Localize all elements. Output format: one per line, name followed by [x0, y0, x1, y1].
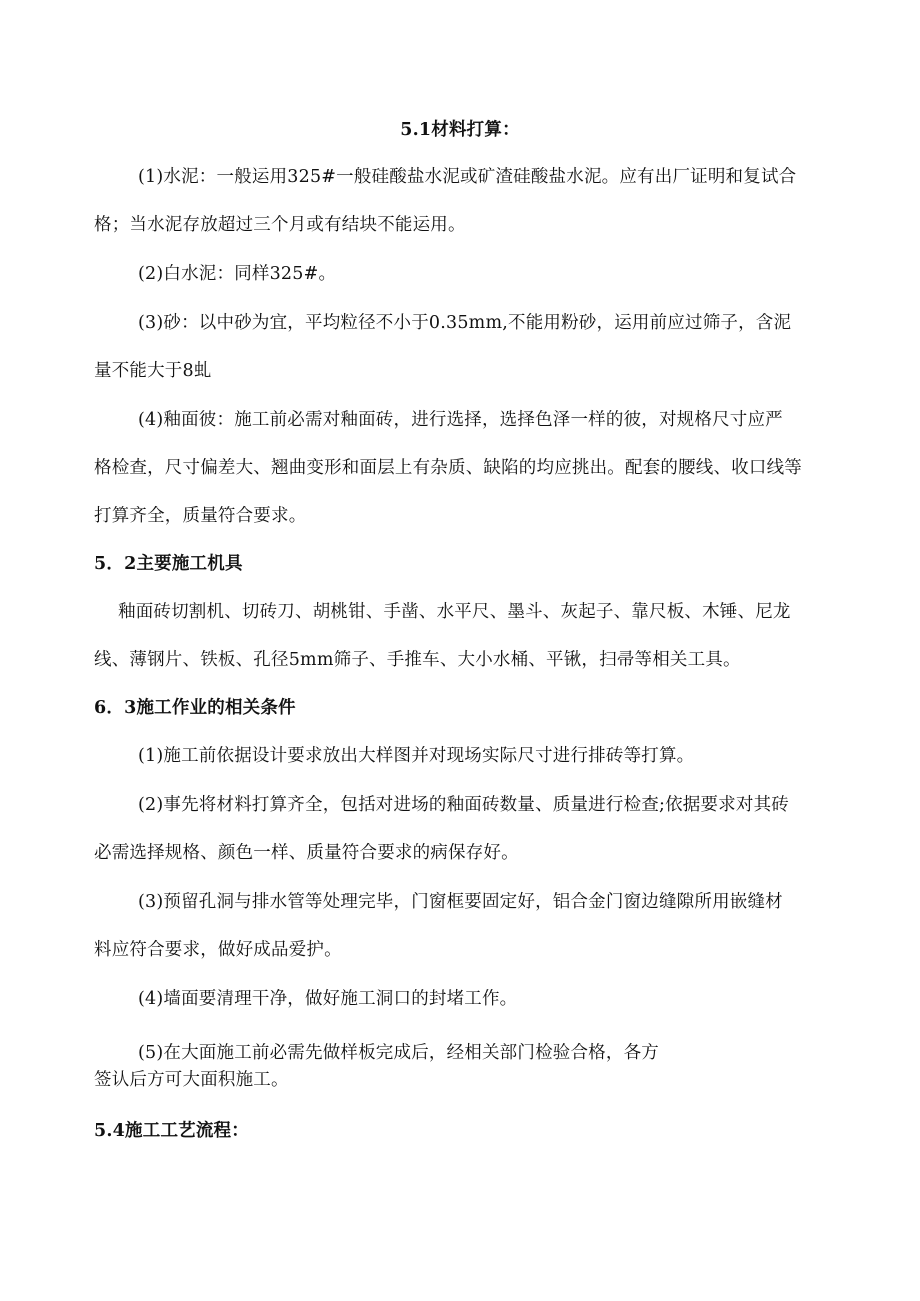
paragraph-tile-line-1: (4)釉面彼：施工前必需对釉面砖，进行选择，选择色泽一样的彼，对规格尺寸应严 [138, 410, 783, 430]
section-6-3-title: 6．3施工作业的相关条件 [94, 698, 296, 718]
paragraph-tile-line-3: 打算齐全，质量符合要求。 [94, 506, 307, 526]
paragraph-cement-line-2: 格；当水泥存放超过三个月或有结块不能运用。 [94, 215, 466, 235]
paragraph-condition-3-line-1: (3)预留孔洞与排水管等处理完毕，门窗框要固定好，铝合金门窗边缝隙所用嵌缝材 [138, 892, 783, 912]
paragraph-condition-2-line-1: (2)事先将材料打算齐全，包括对进场的釉面砖数量、质量进行检查;依据要求对其砖 [138, 795, 789, 815]
paragraph-condition-4: (4)墙面要清理干净，做好施工洞口的封堵工作。 [138, 989, 518, 1009]
section-5-4-title: 5.4施工工艺流程： [94, 1121, 249, 1141]
section-5-2-title: 5．2主要施工机具 [94, 554, 243, 574]
paragraph-sand-line-2: 量不能大于8虬 [94, 361, 212, 381]
paragraph-cement-line-1: (1)水泥：一般运用325#一般硅酸盐水泥或矿渣硅酸盐水泥。应有出厂证明和复试合 [138, 167, 797, 187]
paragraph-sand-line-1: (3)砂：以中砂为宜，平均粒径不小于0.35mm,不能用粉砂，运用前应过筛子，含泥 [138, 313, 792, 333]
paragraph-tile-line-2: 格检查，尺寸偏差大、翘曲变形和面层上有杂质、缺陷的均应挑出。配套的腰线、收口线等 [94, 458, 802, 478]
section-5-1-title: 5.1材料打算： [400, 120, 520, 140]
paragraph-white-cement: (2)白水泥：同样325#。 [138, 264, 337, 284]
paragraph-condition-1: (1)施工前依据设计要求放出大样图并对现场实际尺寸进行排砖等打算。 [138, 746, 695, 766]
paragraph-tools-line-1: 釉面砖切割机、切砖刀、胡桃钳、手凿、水平尺、墨斗、灰起子、靠尺板、木锤、尼龙 [118, 602, 791, 622]
paragraph-tools-line-2: 线、薄钢片、铁板、孔径5mm筛子、手推车、大小水桶、平锹，扫帚等相关工具。 [94, 650, 741, 670]
paragraph-condition-3-line-2: 料应符合要求，做好成品爱护。 [94, 940, 342, 960]
paragraph-condition-5-line-1: (5)在大面施工前必需先做样板完成后，经相关部门检验合格，各方 [138, 1043, 659, 1063]
paragraph-condition-5-line-2: 签认后方可大面积施工。 [94, 1070, 289, 1090]
paragraph-condition-2-line-2: 必需选择规格、颜色一样、质量符合要求的病保存好。 [94, 843, 519, 863]
